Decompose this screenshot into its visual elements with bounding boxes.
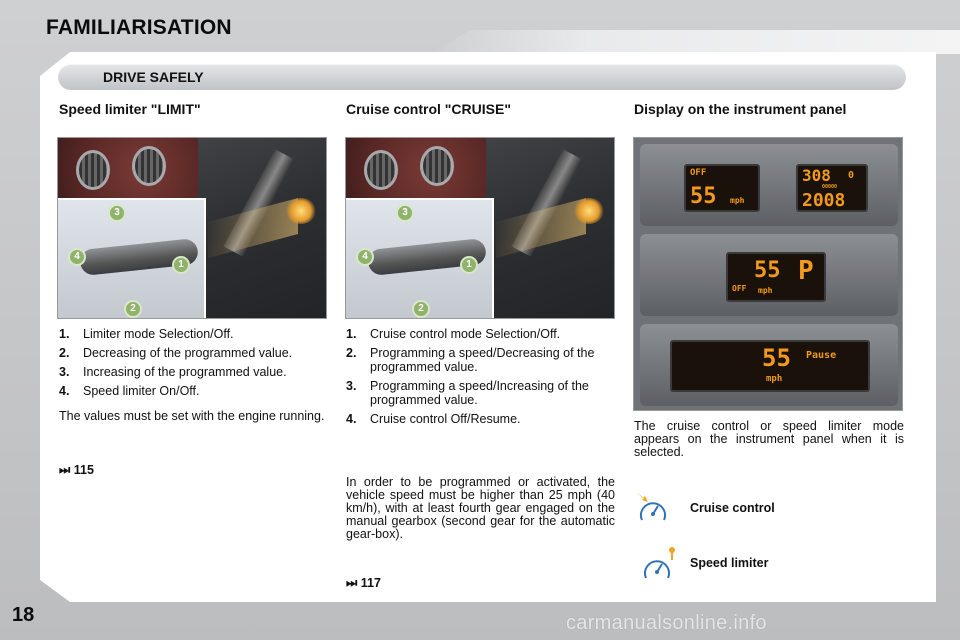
page-number: 18 bbox=[12, 604, 35, 626]
stalk-highlight bbox=[286, 198, 316, 224]
speed-value: 55 bbox=[690, 184, 717, 209]
callout-3: 3 bbox=[396, 204, 414, 222]
item-text: Speed limiter On/Off. bbox=[83, 384, 200, 398]
speed-limiter-photo bbox=[57, 137, 327, 319]
callout-1: 1 bbox=[460, 256, 478, 274]
section-title: DRIVE SAFELY bbox=[103, 69, 204, 85]
speed-value: 55 bbox=[762, 344, 791, 372]
callout-2: 2 bbox=[412, 300, 430, 318]
item-text: Decreasing of the programmed value. bbox=[83, 346, 293, 360]
item-number: 2. bbox=[59, 346, 70, 360]
cruise-control-heading: Cruise control "CRUISE" bbox=[346, 101, 511, 117]
list-item bbox=[346, 346, 616, 374]
cruise-control-icon bbox=[636, 490, 670, 520]
item-number: 1. bbox=[59, 327, 70, 341]
speed-limiter-icon bbox=[640, 546, 674, 576]
forward-arrow-icon: ⏭ bbox=[59, 463, 71, 477]
air-vent-right bbox=[132, 146, 166, 186]
list-item bbox=[346, 327, 616, 341]
cruise-control-list bbox=[346, 327, 616, 431]
speed-unit: mph bbox=[758, 286, 773, 295]
item-number: 3. bbox=[59, 365, 70, 379]
off-indicator: OFF bbox=[732, 284, 747, 293]
speed-limiter-note: The values must be set with the engine running. bbox=[59, 409, 325, 423]
park-indicator: P bbox=[798, 256, 814, 286]
item-number: 4. bbox=[59, 384, 70, 398]
display-heading: Display on the instrument panel bbox=[634, 101, 847, 117]
item-number: 4. bbox=[346, 412, 357, 426]
item-number: 2. bbox=[346, 346, 357, 360]
item-text: Programming a speed/Decreasing of the programmed value. bbox=[370, 346, 595, 374]
speed-readout-3 bbox=[670, 340, 870, 392]
display-screen-3 bbox=[640, 324, 898, 406]
speed-limiter-heading: Speed limiter "LIMIT" bbox=[59, 101, 201, 117]
item-text: Cruise control Off/Resume. bbox=[370, 412, 521, 426]
odometer-value: 2008 bbox=[802, 190, 846, 211]
list-item bbox=[59, 365, 329, 379]
display-note: The cruise control or speed limiter mode appears on the instrument panel when it is selected. bbox=[634, 419, 904, 459]
list-item bbox=[346, 412, 616, 426]
item-text: Increasing of the programmed value. bbox=[83, 365, 287, 379]
air-vent-right bbox=[420, 146, 454, 186]
display-screen-1 bbox=[640, 144, 898, 226]
speed-limiter-label: Speed limiter bbox=[690, 556, 769, 570]
list-item bbox=[59, 346, 329, 360]
list-item bbox=[346, 379, 616, 407]
instrument-panel-photo bbox=[633, 137, 903, 411]
page-ref-number: 115 bbox=[73, 463, 94, 477]
list-item bbox=[59, 384, 329, 398]
item-number: 1. bbox=[346, 327, 357, 341]
item-number: 3. bbox=[346, 379, 357, 393]
speed-readout-1 bbox=[684, 164, 760, 212]
cruise-control-note: In order to be programmed or activated, the vehicle speed must be higher than 25 mph (40 km/h), with at least fourth gear engaged on the manual gearbox (second gear for the automatic gear-box). bbox=[346, 475, 615, 541]
item-text: Limiter mode Selection/Off. bbox=[83, 327, 234, 341]
speed-unit: mph bbox=[730, 196, 745, 205]
header-shade bbox=[430, 30, 960, 54]
trip-value: 308 bbox=[802, 166, 831, 185]
item-text: Cruise control mode Selection/Off. bbox=[370, 327, 561, 341]
callout-1: 1 bbox=[172, 256, 190, 274]
pause-status: Pause bbox=[806, 350, 837, 361]
speed-limiter-list bbox=[59, 327, 329, 403]
total-label: 00000 bbox=[822, 184, 838, 190]
display-screen-2 bbox=[640, 234, 898, 316]
page-title: FAMILIARISATION bbox=[46, 16, 232, 39]
air-vent-left bbox=[364, 150, 398, 190]
page-ref-number: 117 bbox=[360, 576, 381, 590]
callout-2: 2 bbox=[124, 300, 142, 318]
cruise-control-label: Cruise control bbox=[690, 501, 775, 515]
page-ref-115[interactable] bbox=[59, 463, 94, 478]
callout-4: 4 bbox=[356, 248, 374, 266]
forward-arrow-icon: ⏭ bbox=[346, 576, 358, 590]
off-indicator: OFF bbox=[690, 168, 707, 178]
stalk-highlight bbox=[574, 198, 604, 224]
watermark: carmanualsonline.info bbox=[566, 612, 767, 634]
page-ref-117[interactable] bbox=[346, 576, 381, 591]
speed-readout-2 bbox=[726, 252, 826, 302]
list-item bbox=[59, 327, 329, 341]
trip-decimal: 0 bbox=[848, 170, 855, 181]
speed-value: 55 bbox=[754, 258, 781, 283]
item-text: Programming a speed/Increasing of the programmed value. bbox=[370, 379, 589, 407]
speed-unit: mph bbox=[766, 374, 783, 384]
odometer-readout bbox=[796, 164, 868, 212]
callout-4: 4 bbox=[68, 248, 86, 266]
air-vent-left bbox=[76, 150, 110, 190]
cruise-control-photo bbox=[345, 137, 615, 319]
callout-3: 3 bbox=[108, 204, 126, 222]
